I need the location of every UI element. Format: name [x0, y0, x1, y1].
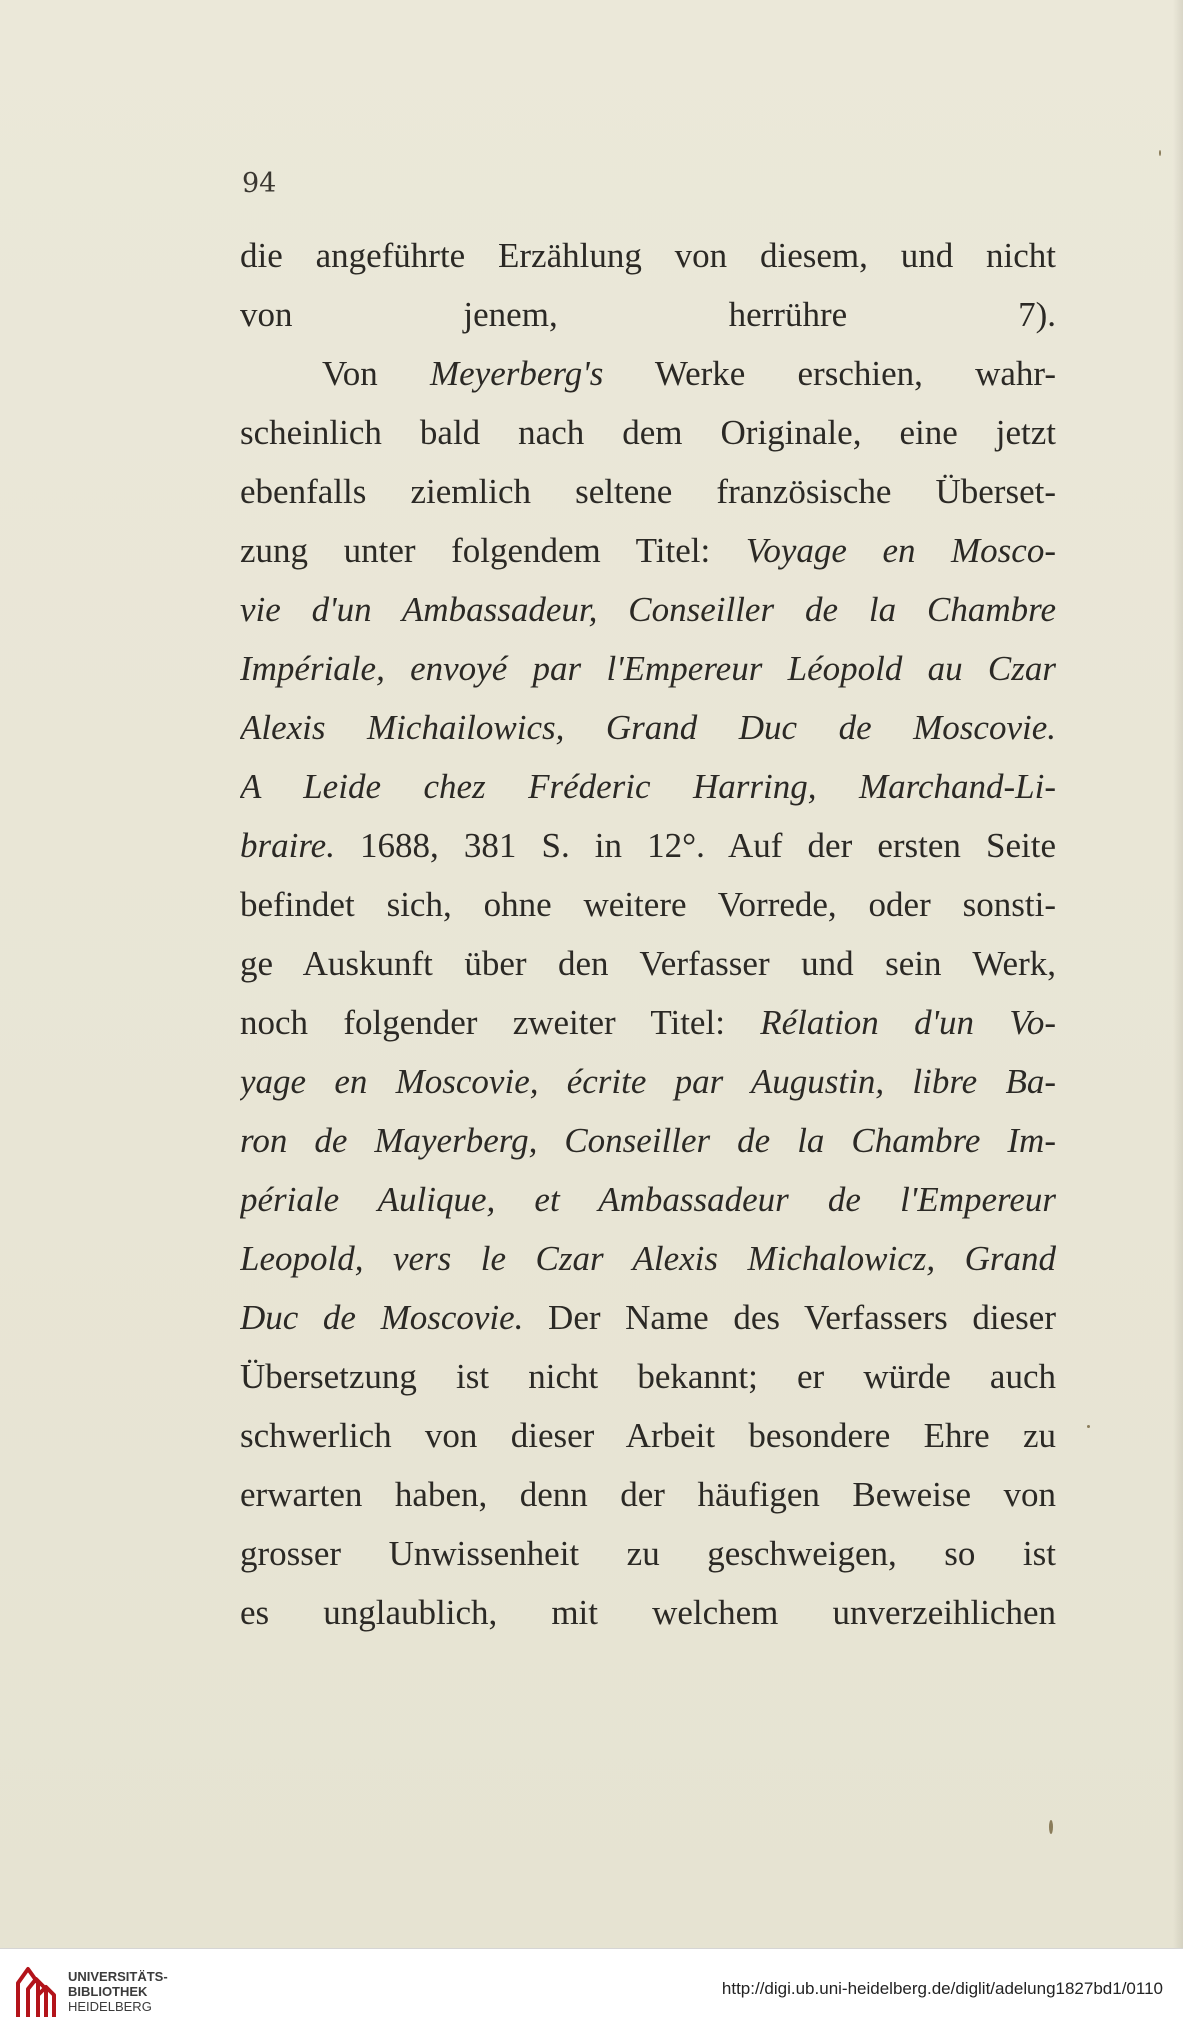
italic-text-segment: Leopold, vers le Czar Alexis Michalowicz, Grand [240, 1239, 1056, 1278]
italic-text-segment: Voyage en Mosco- [745, 531, 1056, 570]
page-edge-shadow [1173, 0, 1183, 1948]
text-segment: Werke erschien, wahr- [603, 354, 1056, 393]
text-line [240, 1524, 1056, 1583]
text-segment: 1688, 381 S. in 12°. Auf der ersten Seite [334, 826, 1056, 865]
body-text [240, 226, 1056, 1642]
text-segment: Der Name des Verfassers dieser [523, 1298, 1056, 1337]
library-name-line-3: HEIDELBERG [68, 1999, 152, 2014]
text-line [240, 1347, 1056, 1406]
text-line [240, 639, 1056, 698]
text-line [240, 816, 1056, 875]
text-segment: schwerlich von dieser Arbeit besondere Ehre zu [240, 1416, 1056, 1455]
italic-text-segment: Impériale, envoyé par l'Empereur Léopold au Czar [240, 649, 1056, 688]
text-line [240, 698, 1056, 757]
footer-bar [0, 1948, 1183, 2034]
paper-speck [1049, 1820, 1053, 1834]
text-line [240, 403, 1056, 462]
text-line [240, 934, 1056, 993]
text-segment: scheinlich bald nach dem Originale, eine jetzt [240, 413, 1056, 452]
text-line [240, 757, 1056, 816]
text-segment: von jenem, herrühre 7). [240, 295, 1056, 334]
italic-text-segment: Rélation d'un Vo- [760, 1003, 1056, 1042]
italic-text-segment: Meyerberg's [429, 354, 604, 393]
text-line [240, 580, 1056, 639]
text-line [240, 1170, 1056, 1229]
text-line [240, 1288, 1056, 1347]
library-name [68, 1969, 168, 2014]
italic-text-segment: Alexis Michailowics, Grand Duc de Moscovie. [240, 708, 1056, 747]
italic-text-segment: yage en Moscovie, écrite par Augustin, libre Ba- [240, 1062, 1056, 1101]
text-line [240, 1465, 1056, 1524]
italic-text-segment: A Leide chez Fréderic Harring, Marchand-Li- [240, 767, 1056, 806]
text-line [240, 1406, 1056, 1465]
library-name-line-2: BIBLIOTHEK [68, 1984, 148, 1999]
university-library-logo-icon [14, 1963, 58, 2019]
text-segment: ebenfalls ziemlich seltene französische Überset- [240, 472, 1056, 511]
page-number: 94 [242, 168, 277, 199]
paper-speck [1159, 150, 1161, 156]
text-segment: befindet sich, ohne weitere Vorrede, oder sonsti- [240, 885, 1056, 924]
text-segment: noch folgender zweiter Titel: [240, 1003, 761, 1042]
text-line [240, 344, 1056, 403]
text-line [240, 226, 1056, 285]
text-segment: zung unter folgendem Titel: [240, 531, 746, 570]
text-segment: die angeführte Erzählung von diesem, und nicht [240, 236, 1056, 275]
text-line [240, 1052, 1056, 1111]
text-segment: ge Auskunft über den Verfasser und sein Werk, [240, 944, 1056, 983]
text-line [240, 1583, 1056, 1642]
text-segment: Übersetzung ist nicht bekannt; er würde auch [240, 1357, 1056, 1396]
italic-text-segment: vie d'un Ambassadeur, Conseiller de la Chambre [240, 590, 1056, 629]
text-segment: Von [322, 354, 430, 393]
text-line [240, 285, 1056, 344]
library-name-line-1: UNIVERSITÄTS- [68, 1969, 168, 1984]
permalink-url[interactable]: http://digi.ub.uni-heidelberg.de/diglit/adelung1827bd1/0110 [721, 1979, 1163, 1998]
italic-text-segment: ron de Mayerberg, Conseiller de la Chambre Im- [240, 1121, 1056, 1160]
italic-text-segment: braire. [240, 826, 335, 865]
text-line [240, 993, 1056, 1052]
italic-text-segment: Duc de Moscovie. [240, 1298, 524, 1337]
text-segment: es unglaublich, mit welchem unverzeihlichen [240, 1593, 1056, 1632]
text-line [240, 1111, 1056, 1170]
text-line [240, 462, 1056, 521]
text-line [240, 1229, 1056, 1288]
text-line [240, 875, 1056, 934]
text-segment: erwarten haben, denn der häufigen Beweise von [240, 1475, 1056, 1514]
paper-speck [1087, 1425, 1090, 1428]
text-segment: grosser Unwissenheit zu geschweigen, so ist [240, 1534, 1056, 1573]
text-line [240, 521, 1056, 580]
italic-text-segment: périale Aulique, et Ambassadeur de l'Empereur [240, 1180, 1056, 1219]
